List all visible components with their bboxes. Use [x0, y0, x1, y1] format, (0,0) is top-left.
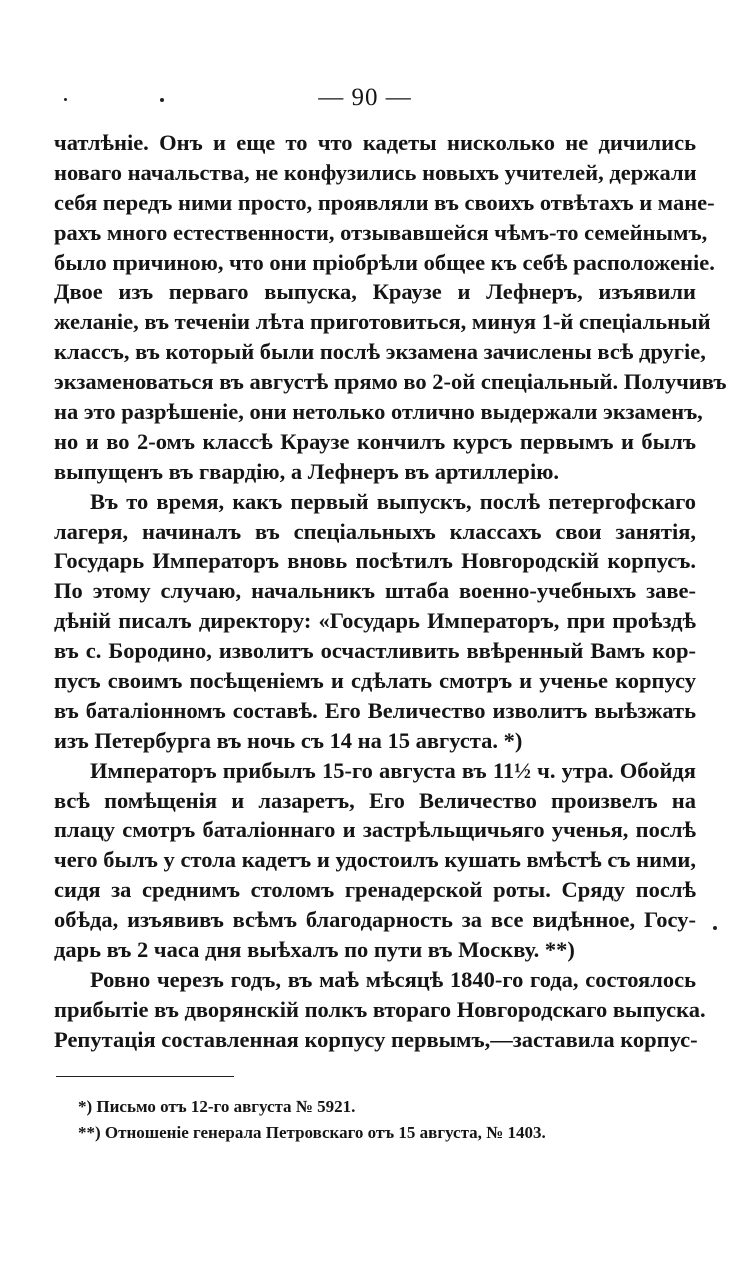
text-line: чатлѣніе. Онъ и еще то что кадеты нисколько не дичились — [54, 130, 696, 155]
text-line: въ с. Бородино, изволитъ осчастливить ввѣренный Вамъ кор- — [54, 638, 696, 664]
text-line: на это разрѣшеніе, они нетолько отлично выдержали экзаменъ, — [54, 399, 703, 425]
scan-speck — [160, 98, 164, 102]
scan-speck — [713, 926, 717, 930]
text-line: Императоръ прибылъ 15-го августа въ 11½ ч. утра. Обойдя — [90, 757, 696, 783]
text-line: себя передъ ними просто, проявляли въ своихъ отвѣтахъ и мане- — [54, 189, 715, 215]
text-line: было причиною, что они пріобрѣли общее къ себѣ расположеніе. — [54, 249, 715, 275]
text-line: пусъ своимъ посѣщеніемъ и сдѣлать смотръ и ученье корпусу — [54, 668, 696, 694]
text-line: лагеря, начиналъ въ спеціальныхъ классахъ свои занятія, — [54, 518, 696, 544]
text-line: По этому случаю, начальникъ штаба военно-учебныхъ заве- — [54, 578, 696, 604]
text-line: рахъ много естественности, отзывавшейся чѣмъ-то семейнымъ, — [54, 219, 708, 245]
text-line: обѣда, изъявивъ всѣмъ благодарность за все видѣнное, Госу- — [54, 907, 696, 933]
body-text — [54, 128, 727, 1055]
paragraph-4 — [54, 965, 706, 1055]
footnotes — [78, 1094, 678, 1146]
text-line: выпущенъ въ гвардію, а Лефнеръ въ артиллерію. — [54, 458, 560, 484]
text-line: но и во 2-омъ классѣ Краузе кончилъ курсъ первымъ и былъ — [54, 428, 696, 454]
text-line: Репутація составленная корпусу первымъ,—заставила корпус- — [54, 1026, 698, 1052]
text-line: Ровно черезъ годъ, въ маѣ мѣсяцѣ 1840-го года, состоялось — [90, 966, 696, 992]
text-line: классъ, въ который были послѣ экзамена зачислены всѣ другіе, — [54, 339, 706, 365]
text-line: дарь въ 2 часа дня выѣхалъ по пути въ Москву. **) — [54, 937, 575, 963]
text-line: сидя за среднимъ столомъ гренадерской роты. Сряду послѣ — [54, 877, 696, 903]
text-line: чего былъ у стола кадетъ и удостоилъ кушать вмѣстѣ съ ними, — [54, 847, 696, 873]
text-line: Въ то время, какъ первый выпускъ, послѣ петергофскаго — [90, 488, 696, 514]
footnote-1: *) Письмо отъ 12-го августа № 5921. — [78, 1097, 356, 1116]
scan-speck — [64, 98, 67, 101]
text-line: новаго начальства, не конфузились новыхъ учителей, держали — [54, 159, 697, 185]
footnote-2: **) Отношеніе генерала Петровскаго отъ 15 августа, № 1403. — [78, 1123, 546, 1142]
text-line: прибытіе въ дворянскій полкъ втораго Новгородскаго выпуска. — [54, 996, 706, 1022]
text-line: экзаменоваться въ августѣ прямо во 2-ой спеціальный. Получивъ — [54, 369, 727, 395]
paragraph-2 — [54, 487, 696, 756]
footnote-divider — [56, 1076, 234, 1077]
text-line: Государь Императоръ вновь посѣтилъ Новгородскій корпусъ. — [54, 548, 696, 574]
text-line: Двое изъ перваго выпуска, Краузе и Лефнеръ, изъявили — [54, 279, 696, 305]
paragraph-1 — [54, 128, 727, 487]
text-line: изъ Петербурга въ ночь съ 14 на 15 августа. *) — [54, 727, 523, 753]
paragraph-3 — [54, 756, 696, 965]
text-line: въ баталіонномъ составѣ. Его Величество изволитъ выѣзжать — [54, 697, 696, 723]
text-line: желаніе, въ теченіи лѣта приготовиться, минуя 1-й спеціальный — [54, 309, 711, 335]
page-number: — 90 — — [318, 84, 412, 111]
text-line: дѣній писалъ директору: «Государь Императоръ, при проѣздѣ — [54, 608, 696, 634]
text-line: плацу смотръ баталіоннаго и застрѣльщичьяго ученья, послѣ — [54, 817, 696, 843]
text-line: всѣ помѣщенія и лазаретъ, Его Величество произвелъ на — [54, 787, 696, 813]
